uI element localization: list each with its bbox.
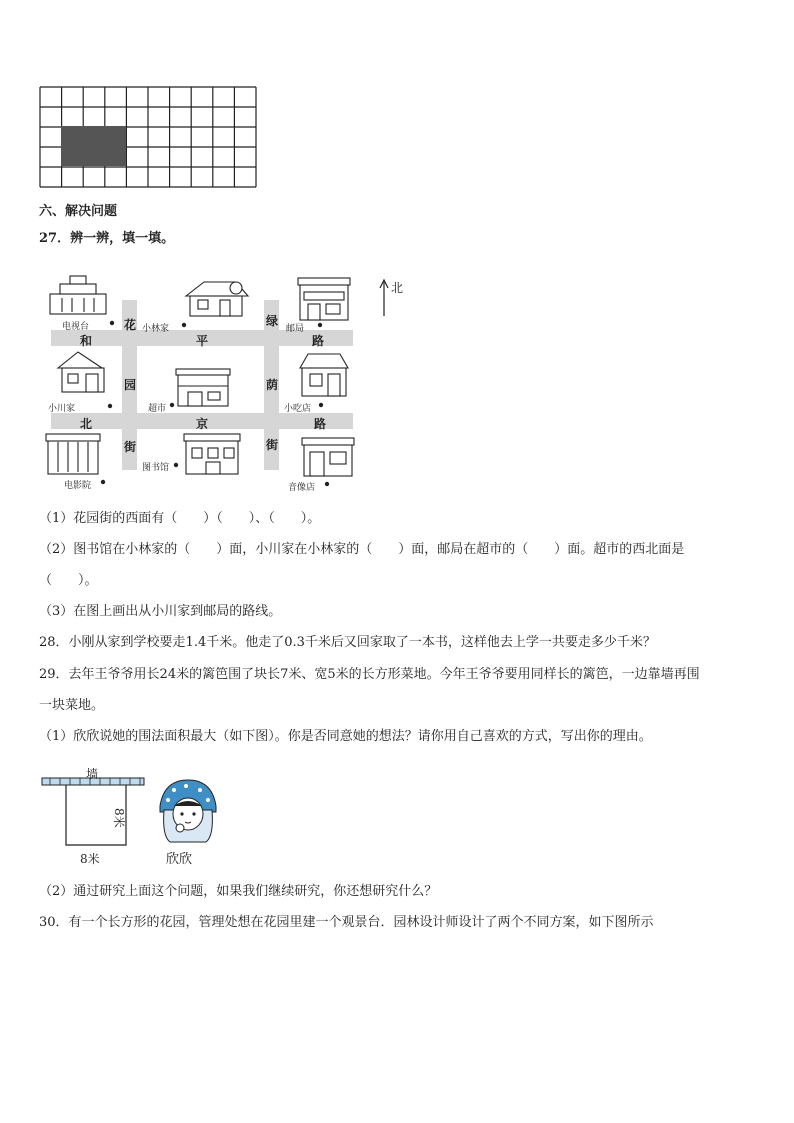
q27-sub2-line1: （2）图书馆在小林家的（ ）面，小川家在小林家的（ ）面，邮局在超市的（ ）面。超市的西北面是 (39, 542, 685, 557)
road-char-yuan: 园 (124, 378, 137, 392)
road-char-jie2: 街 (266, 438, 279, 452)
road-char-bei: 北 (80, 417, 93, 431)
grid-figure (39, 86, 257, 188)
fence-figure (40, 775, 150, 855)
q30-text: 30．有一个长方形的花园，管理处想在花园里建一个观景台．园林设计师设计了两个不同方案，如下图所示 (39, 915, 654, 930)
q27-sub1: （1）花园街的西面有（ ）（ ）、（ ）。 (39, 511, 321, 526)
label-cinema: 电影院 (64, 481, 92, 491)
girl-xinxin-icon (150, 776, 224, 846)
label-music-store: 音像店 (288, 483, 316, 493)
q29-sub1: （1）欣欣说她的围法面积最大（如下图）。你是否同意她的想法？请你用自己喜欢的方式，写出你的理由。 (39, 729, 652, 744)
road-char-yin: 荫 (266, 378, 279, 392)
q27-title: 27．辨一辨，填一填。 (39, 231, 175, 246)
road-char-hua: 花 (124, 318, 137, 332)
label-tv-station: 电视台 (62, 322, 90, 332)
label-post-office: 邮局 (286, 324, 305, 334)
wall-label: 墙 (86, 767, 99, 781)
road-char-lu1: 路 (312, 334, 325, 348)
road-char-jie1: 街 (124, 440, 137, 454)
road-char-lu2: 路 (314, 417, 327, 431)
north-label: 北 (391, 281, 404, 295)
road-char-jing: 京 (196, 417, 209, 431)
map-labels (38, 272, 418, 494)
shaded-rectangle (61, 126, 126, 166)
label-library: 图书馆 (142, 463, 170, 473)
q29-line2: 一块菜地。 (39, 698, 105, 713)
road-char-he: 和 (80, 334, 93, 348)
label-xiaolin-home: 小林家 (142, 324, 170, 334)
label-xiaochuan-home: 小川家 (48, 404, 76, 414)
q27-sub3: （3）在图上画出从小川家到邮局的路线。 (39, 604, 282, 619)
label-supermarket: 超市 (148, 404, 167, 414)
q28-text: 28．小刚从家到学校要走1.4千米。他走了0.3千米后又回家取了一本书，这样他去上学一共要走多少千米？ (39, 635, 656, 650)
q29-sub2: （2）通过研究上面这个问题，如果我们继续研究，你还想研究什么？ (39, 884, 438, 899)
road-char-ping: 平 (196, 334, 209, 348)
girl-name-label: 欣欣 (166, 852, 193, 867)
road-char-lv: 绿 (266, 314, 279, 328)
side-length-label: 8米 (112, 808, 126, 828)
section-heading: 六、解决问题 (39, 204, 118, 219)
label-snack-shop: 小吃店 (284, 404, 312, 414)
bottom-length-label: 8米 (80, 852, 100, 866)
q29-line1: 29．去年王爷爷用长24米的篱笆围了块长7米、宽5米的长方形菜地。今年王爷爷要用同样长的篱笆，一边靠墙再围 (39, 667, 700, 682)
q27-sub2-line2: （ ）。 (39, 573, 98, 588)
